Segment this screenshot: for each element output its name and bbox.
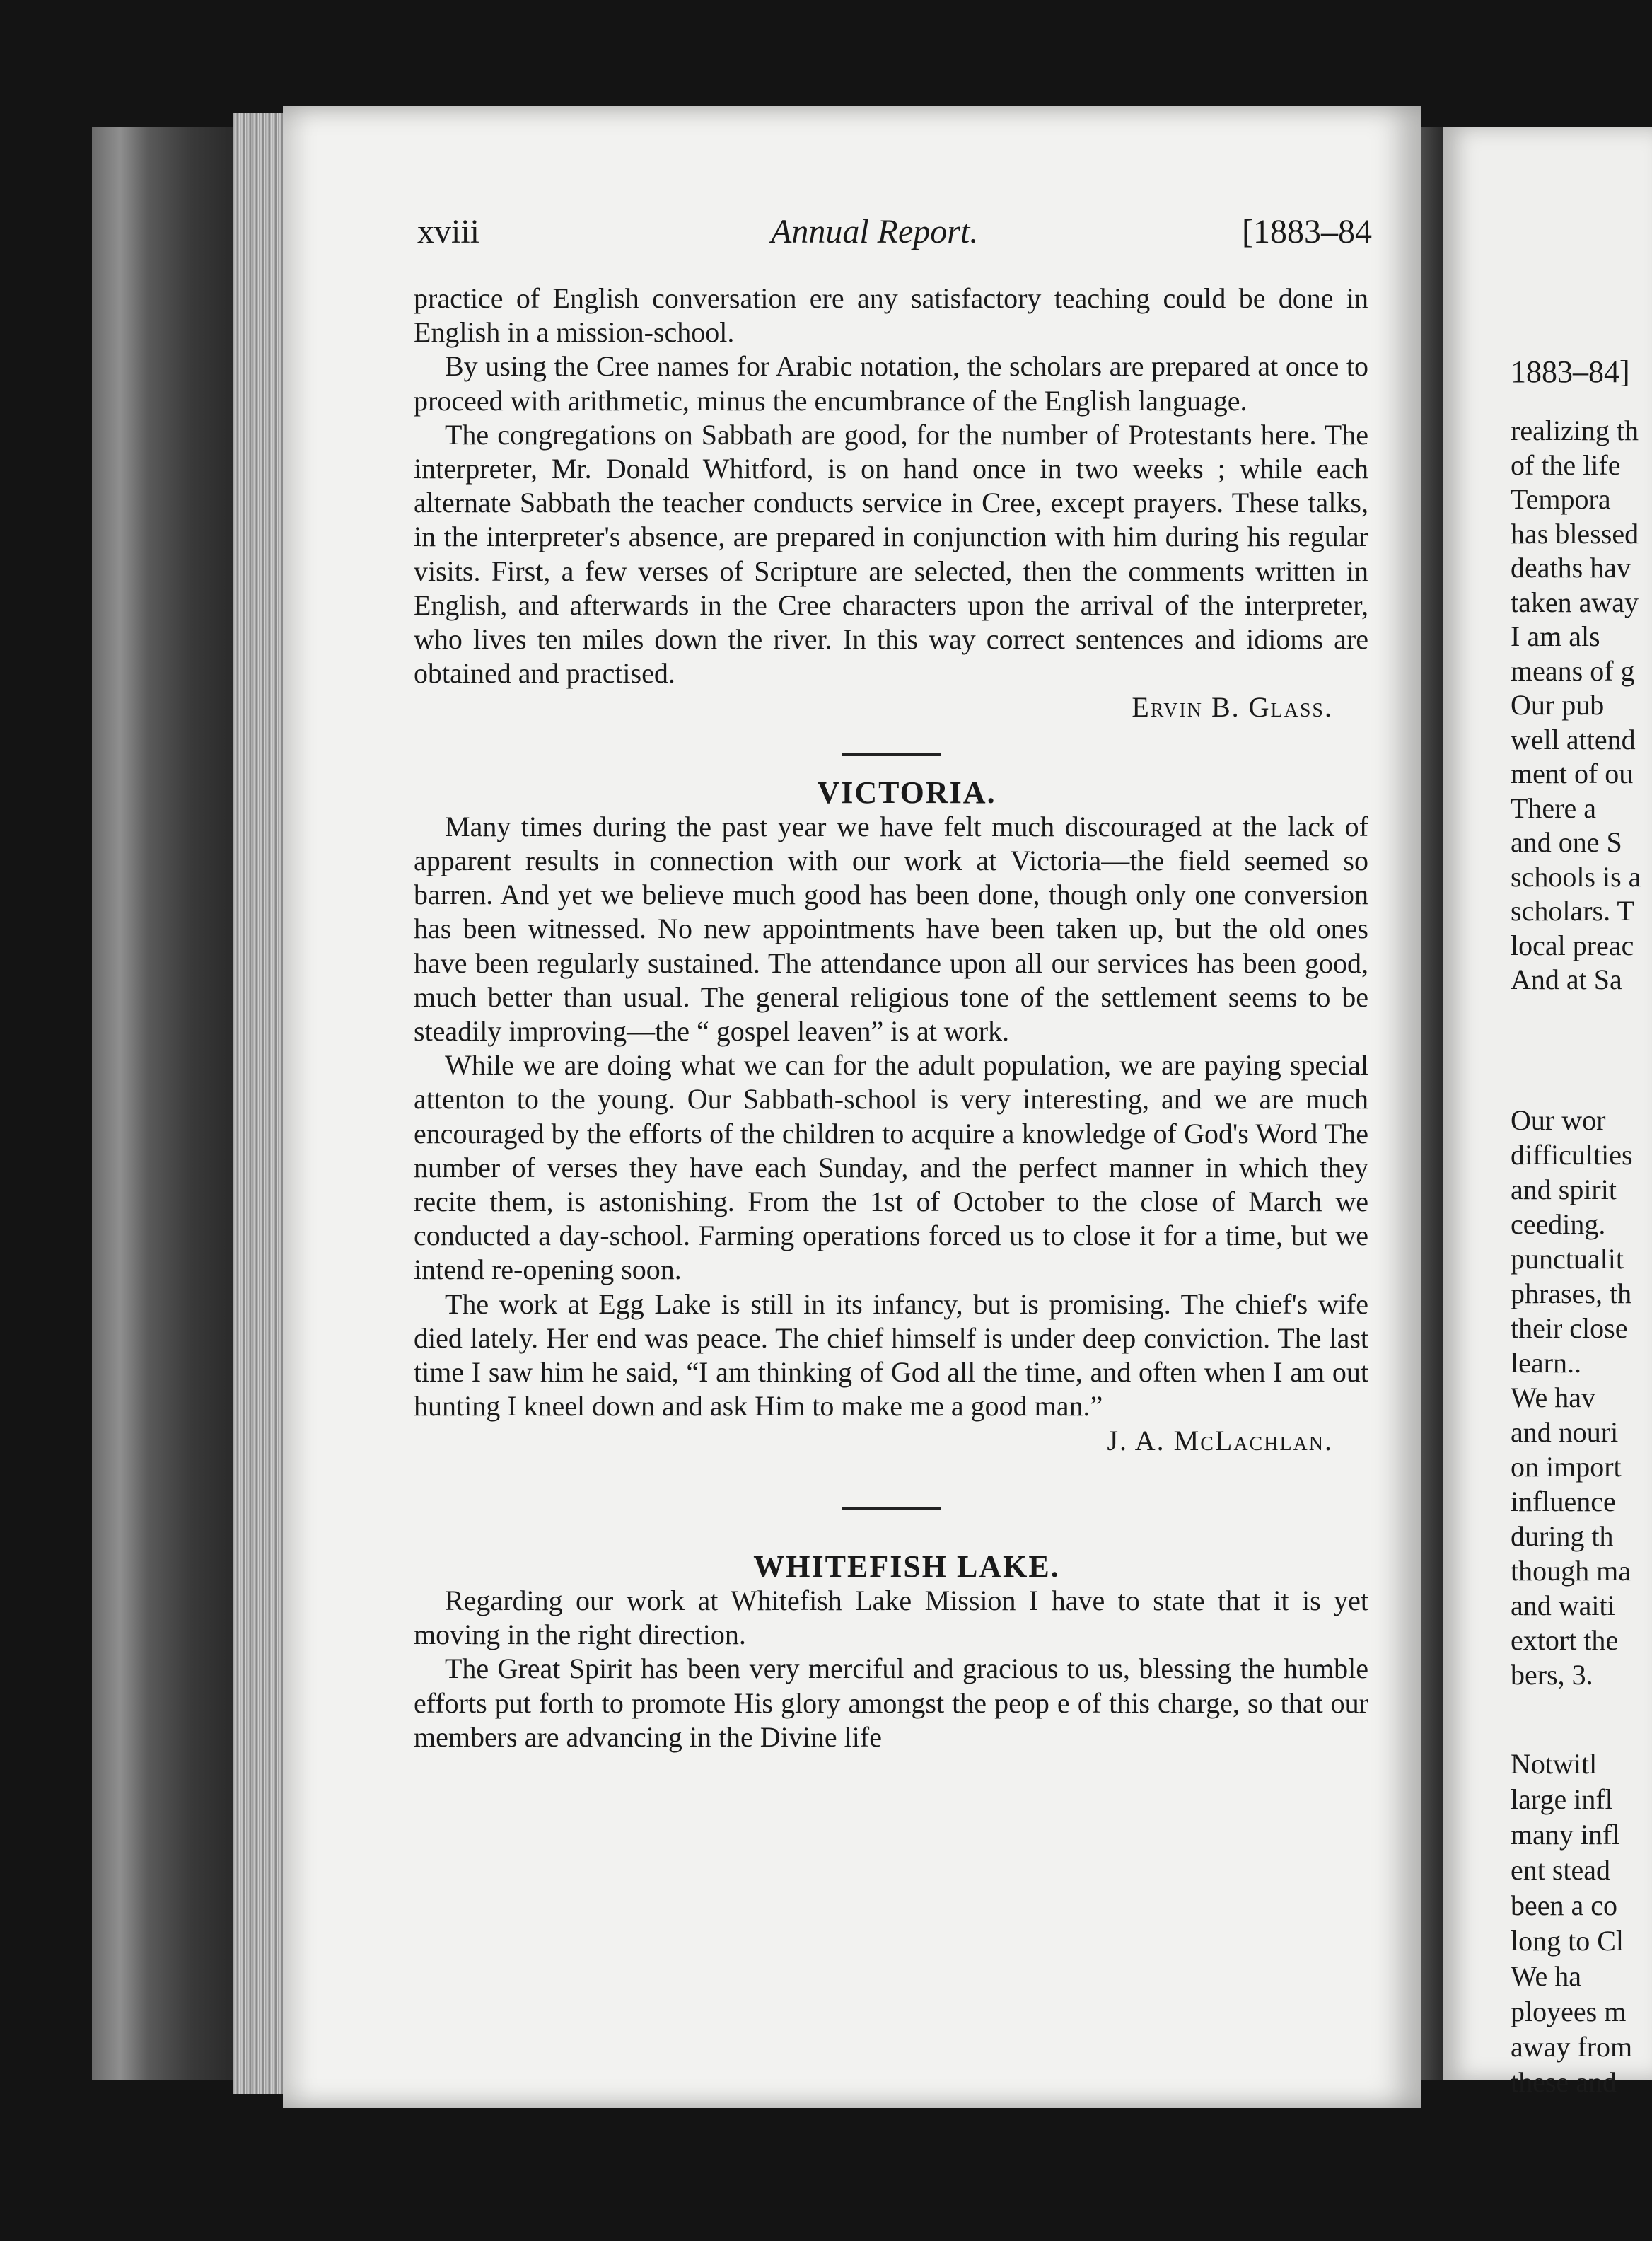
right-page-line: away from bbox=[1511, 2031, 1633, 2063]
right-page-line: schools is a bbox=[1511, 860, 1641, 893]
book-spine bbox=[92, 127, 233, 2080]
right-page-line: scholars. T bbox=[1511, 895, 1634, 927]
book-gutter bbox=[1421, 127, 1443, 2080]
right-header-year: 1883–84] bbox=[1511, 354, 1630, 389]
paragraph: By using the Cree names for Arabic notation, the scholars are prepared at once to proceed with arithmetic, minus the encumbrance of the English language. bbox=[414, 350, 1368, 417]
right-page-line: realizing th bbox=[1511, 415, 1639, 446]
paragraph: The Great Spirit has been very merciful and gracious to us, blessing the humble efforts put forth to promote His glory amongst the peop e of this charge, so that our members are advancing in the Divine life bbox=[414, 1652, 1368, 1753]
right-page-line: We ha bbox=[1511, 1960, 1582, 1992]
right-page-line: and waiti bbox=[1511, 1589, 1615, 1621]
right-page-line: ment of ou bbox=[1511, 758, 1634, 789]
paragraph: practice of English conversation ere any satisfactory teaching could be done in English in a mission-school. bbox=[414, 282, 1368, 349]
paragraph: The work at Egg Lake is still in its infancy, but is promising. The chief's wife died lately. Her end was peace. The chief himself is under deep conviction. The last time I saw him he said, “I am thinking of God all the time, and often when I am out hunting I kneel down and ask Him to make me a good man.” bbox=[414, 1287, 1368, 1423]
right-page-line: large infl bbox=[1511, 1783, 1613, 1815]
right-page-line: taken away bbox=[1511, 586, 1639, 618]
right-page-line: ployees m bbox=[1511, 1996, 1627, 2027]
right-page-line: Our pub bbox=[1511, 689, 1605, 721]
right-page bbox=[1443, 127, 1652, 2098]
right-page-line: bers, 3. bbox=[1511, 1659, 1593, 1691]
section-divider bbox=[842, 1507, 941, 1510]
paragraph: Regarding our work at Whitefish Lake Mission I have to state that it is yet moving in the right direction. bbox=[414, 1584, 1368, 1651]
right-page-line: And at Sa bbox=[1511, 963, 1622, 995]
paragraph: While we are doing what we can for the adult population, we are paying special attenton to the young. Our Sabbath-school is very interesting, and we are much encouraged by the efforts of the children to acquire a knowledge of God's Word The number of verses they have each Sunday, and the perfect manner in which they recite them, is astonishing. From the 1st of October to the close of March we conducted a day-school. Farming operations forced us to close it for a time, but we intend re-opening soon. bbox=[414, 1049, 1368, 1286]
page-number: xviii bbox=[417, 213, 480, 250]
right-page-line: phrases, th bbox=[1511, 1278, 1632, 1309]
right-page-line: influence bbox=[1511, 1486, 1616, 1517]
right-page-line: ent stead bbox=[1511, 1854, 1611, 1886]
signature: J. A. McLachlan. bbox=[1107, 1424, 1333, 1457]
right-page-line: their close bbox=[1511, 1312, 1628, 1344]
right-page-line: and one S bbox=[1511, 826, 1622, 858]
right-page-line: though ma bbox=[1511, 1555, 1631, 1587]
right-page-line: We hav bbox=[1511, 1382, 1596, 1413]
right-page-line: been a co bbox=[1511, 1889, 1618, 1921]
right-page-line: Our wor bbox=[1511, 1104, 1606, 1136]
right-page-line: There a bbox=[1511, 792, 1597, 824]
right-page-line: on import bbox=[1511, 1451, 1622, 1483]
left-page-body bbox=[414, 282, 1368, 1754]
right-page-line: punctualit bbox=[1511, 1243, 1624, 1275]
right-page-line: Tempora bbox=[1511, 483, 1611, 515]
right-page-line: Notwitl bbox=[1511, 1748, 1598, 1780]
right-page-line: and nouri bbox=[1511, 1416, 1619, 1448]
right-page-line: extort the bbox=[1511, 1624, 1619, 1656]
right-page-line: means of g bbox=[1511, 654, 1635, 687]
section-heading: WHITEFISH LAKE. bbox=[753, 1548, 1060, 1584]
right-page-line: many infl bbox=[1511, 1819, 1620, 1851]
running-title: Annual Report. bbox=[771, 213, 979, 250]
page-header bbox=[417, 212, 1372, 255]
header-year: [1883–84 bbox=[1242, 213, 1372, 250]
right-page-line: during th bbox=[1511, 1520, 1614, 1552]
right-page-line: local preac bbox=[1511, 929, 1634, 961]
paragraph: The congregations on Sabbath are good, for the number of Protestants here. The interpreter, Mr. Donald Whitford, is on hand once in two weeks ; while each alternate Sabbath the teacher conducts service in Cree, except prayers. These talks, in the interpreter's absence, are prepared in conjunction with him during his regular visits. First, a few verses of Scripture are selected, then the comments written in English, and afterwards in the Cree characters upon the arrival of the interpreter, who lives ten miles down the river. In this way correct sentences and idioms are obtained and practised. bbox=[414, 418, 1368, 690]
right-page-line: and spirit bbox=[1511, 1174, 1617, 1205]
page-edges bbox=[233, 113, 283, 2094]
section-heading: VICTORIA. bbox=[817, 775, 996, 810]
signature: Ervin B. Glass. bbox=[1132, 691, 1333, 724]
paragraph: Many times during the past year we have felt much discouraged at the lack of apparent results in connection with our work at Victoria—the field seemed so barren. And yet we believe much good has been done, though only one conversion has been witnessed. No new appointments have been taken up, but the old ones have been regularly sustained. The attendance upon all our services has been good, much better than usual. The general religious tone of the settlement seems to be steadily improving—the “ gospel leaven” is at work. bbox=[414, 810, 1368, 1048]
right-page-line: of the life bbox=[1511, 448, 1621, 481]
right-page-line: difficulties bbox=[1511, 1139, 1633, 1171]
right-page-line: long to Cl bbox=[1511, 1925, 1624, 1957]
right-page-line: ceeding. bbox=[1511, 1208, 1606, 1240]
right-page-line: these and bbox=[1511, 2066, 1617, 2098]
right-page-line: has blessed bbox=[1511, 517, 1639, 550]
right-page-line: learn.. bbox=[1511, 1347, 1581, 1379]
right-page-line: I am als bbox=[1511, 620, 1600, 652]
section-divider bbox=[842, 753, 941, 756]
right-page-line: deaths hav bbox=[1511, 552, 1631, 584]
right-page-line: well attend bbox=[1511, 723, 1636, 755]
